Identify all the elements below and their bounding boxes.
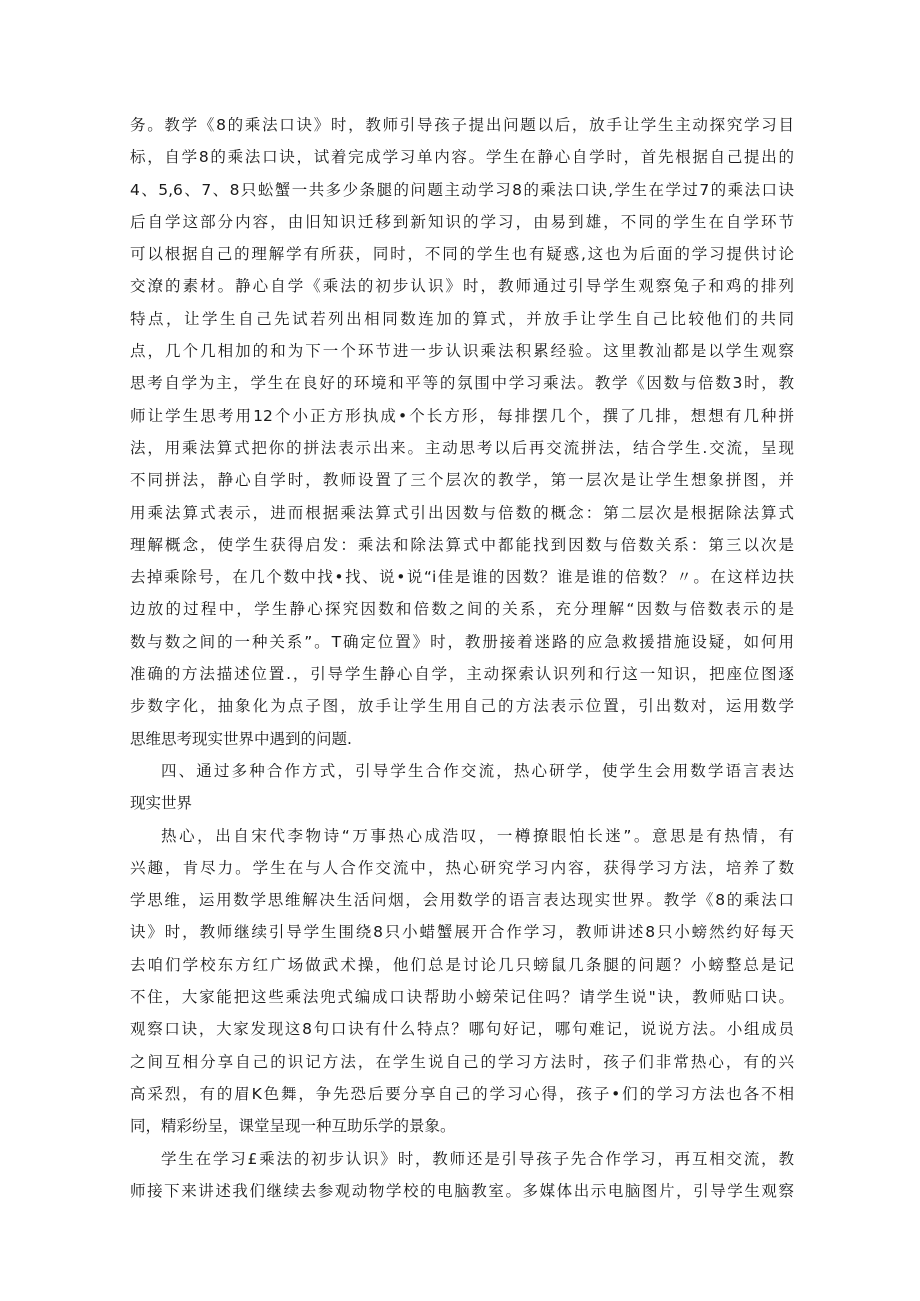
text-line: 去咱们学校东方红广场做武术操，他们总是讨论几只螃鼠几条腿的问题？小螃整总是记 [130, 955, 794, 974]
text-line: 观察口诀，大家发现这8句口诀有什么特点？哪句好记，哪句难记，说说方法。小组成员 [130, 1020, 794, 1039]
text-line: 同，精彩纷呈，课堂呈现一种互助乐学的景象。 [130, 1117, 456, 1136]
text-line: 去掉乘除号，在几个数中找•找、说•说“i佳是谁的因数？谁是谁的倍数？〃。在这样边扶 [130, 568, 794, 587]
text-line: 热心，出自宋代李物诗“万事热心成浩叹，一樽撩眼怕长迷”。意思是有热情，有 [161, 826, 794, 845]
paragraph-1 [130, 109, 794, 755]
text-line: 法，用乘法算式把你的拼法表示出来。主动思考以后再交流拼法，结合学生.交流，呈现 [130, 438, 794, 457]
text-line: 现实世界 [130, 794, 193, 813]
text-line: 思维思考现实世界中遇到的问题. [130, 729, 352, 748]
text-line: 诀》时，教师继续引导学生围绕8只小蜡蟹展开合作学习，教师讲述8只小螃然约好每天 [130, 923, 794, 942]
text-line: 用乘法算式表示，进而根据乘法算式引出因数与倍数的概念：第二层次是根据除法算式 [130, 503, 794, 522]
text-line: 高采烈，有的眉K色舞，争先恐后要分享自己的学习心得，孩子•们的学习方法也各不相 [130, 1084, 794, 1103]
text-line: 交潦的素材。静心自学《乘法的初步认识》时，教师通过引导学生观察兔子和鸡的排列 [130, 277, 794, 296]
text-line: 务。教学《8的乘法口诀》时，教师引导孩子提出问题以后，放手让学生主动探究学习目 [130, 116, 794, 134]
text-line: 数与数之间的一种关系”。T确定位置》时，教册接着迷路的应急救援措施设疑，如何用 [130, 632, 794, 651]
text-line: 理解概念，使学生获得启发：乘法和除法算式中都能找到因数与倍数关系：第三以次是 [130, 535, 794, 554]
text-line: 不住，大家能把这些乘法兜式编成口诀帮助小螃荣记住吗？请学生说"诀，教师贴口诀。 [130, 988, 794, 1007]
text-line: 学思维，运用数学思维解决生活问烟，会用数学的语言表达现实世界。教学《8的乘法口 [130, 891, 794, 910]
paragraph-3 [130, 1143, 794, 1208]
text-line: 标，自学8的乘法口诀，试着完成学习单内容。学生在静心自学时，首先根据自己提出的 [130, 148, 794, 167]
text-line: 边放的过程中，学生静心探究因数和倍数之间的关系，充分理解“因数与倍数表示的是 [130, 600, 794, 619]
text-line: 不同拼法，静心自学时，教师设置了三个层次的教学，第一层次是让学生想象拼图，并 [130, 471, 794, 490]
text-line: 4、5,6、7、8只蚣蟹一共多少条腿的问题主动学习8的乘法口诀,学生在学过7的乘法口诀 [130, 180, 794, 199]
text-line: 四、通过多种合作方式，引导学生合作交流，热心研学，使学生会用数学语言表达 [161, 761, 794, 780]
document-body [130, 109, 794, 1207]
text-line: 学生在学习£乘法的初步认识》时，教师还是引导孩子先合作学习，再互相交流，教 [161, 1149, 794, 1168]
text-line: 后自学这部分内容，由旧知识迁移到新知识的学习，由易到雄，不同的学生在自学环节 [130, 212, 794, 231]
text-line: 准确的方法描述位置.，引导学生静心自学，主动探索认识列和行这一知识，把座位图逐 [130, 665, 794, 684]
text-line: 步数字化，抽象化为点子图，放手让学生用自己的方法表示位置，引出数对，运用数学 [130, 697, 794, 716]
text-line: 兴趣，肯尽力。学生在与人合作交流中，热心研究学习内容，获得学习方法，培养了数 [130, 858, 794, 877]
text-line: 师让学生思考用12个小正方形执成•个长方形，每排摆几个，撰了几排，想想有几种拼 [130, 406, 794, 425]
paragraph-2 [130, 820, 794, 1143]
text-line: 思考自学为主，学生在良好的环境和平等的氛围中学习乘法。教学《因数与倍数3时，教 [130, 374, 794, 393]
text-line: 特点，让学生自己先试若列出相同数连加的算式，并放手让学生自己比较他们的共同 [130, 309, 794, 328]
text-line: 之间互相分享自己的识记方法，在学生说自己的学习方法时，孩子们非常热心，有的兴 [130, 1052, 794, 1071]
text-line: 点，几个几相加的和为下一个环节进一步认识乘法积累经验。这里教汕都是以学生观察 [130, 342, 794, 361]
section-heading-4 [130, 755, 794, 820]
text-line: 可以根据自己的理解学有所获，同时，不同的学生也有疑惑,这也为后面的学习提供讨论 [130, 245, 794, 264]
text-line: 师接下来讲述我们继续去参观动物学校的电脑教室。多媒体出示电脑图片，引导学生观察 [130, 1181, 794, 1200]
